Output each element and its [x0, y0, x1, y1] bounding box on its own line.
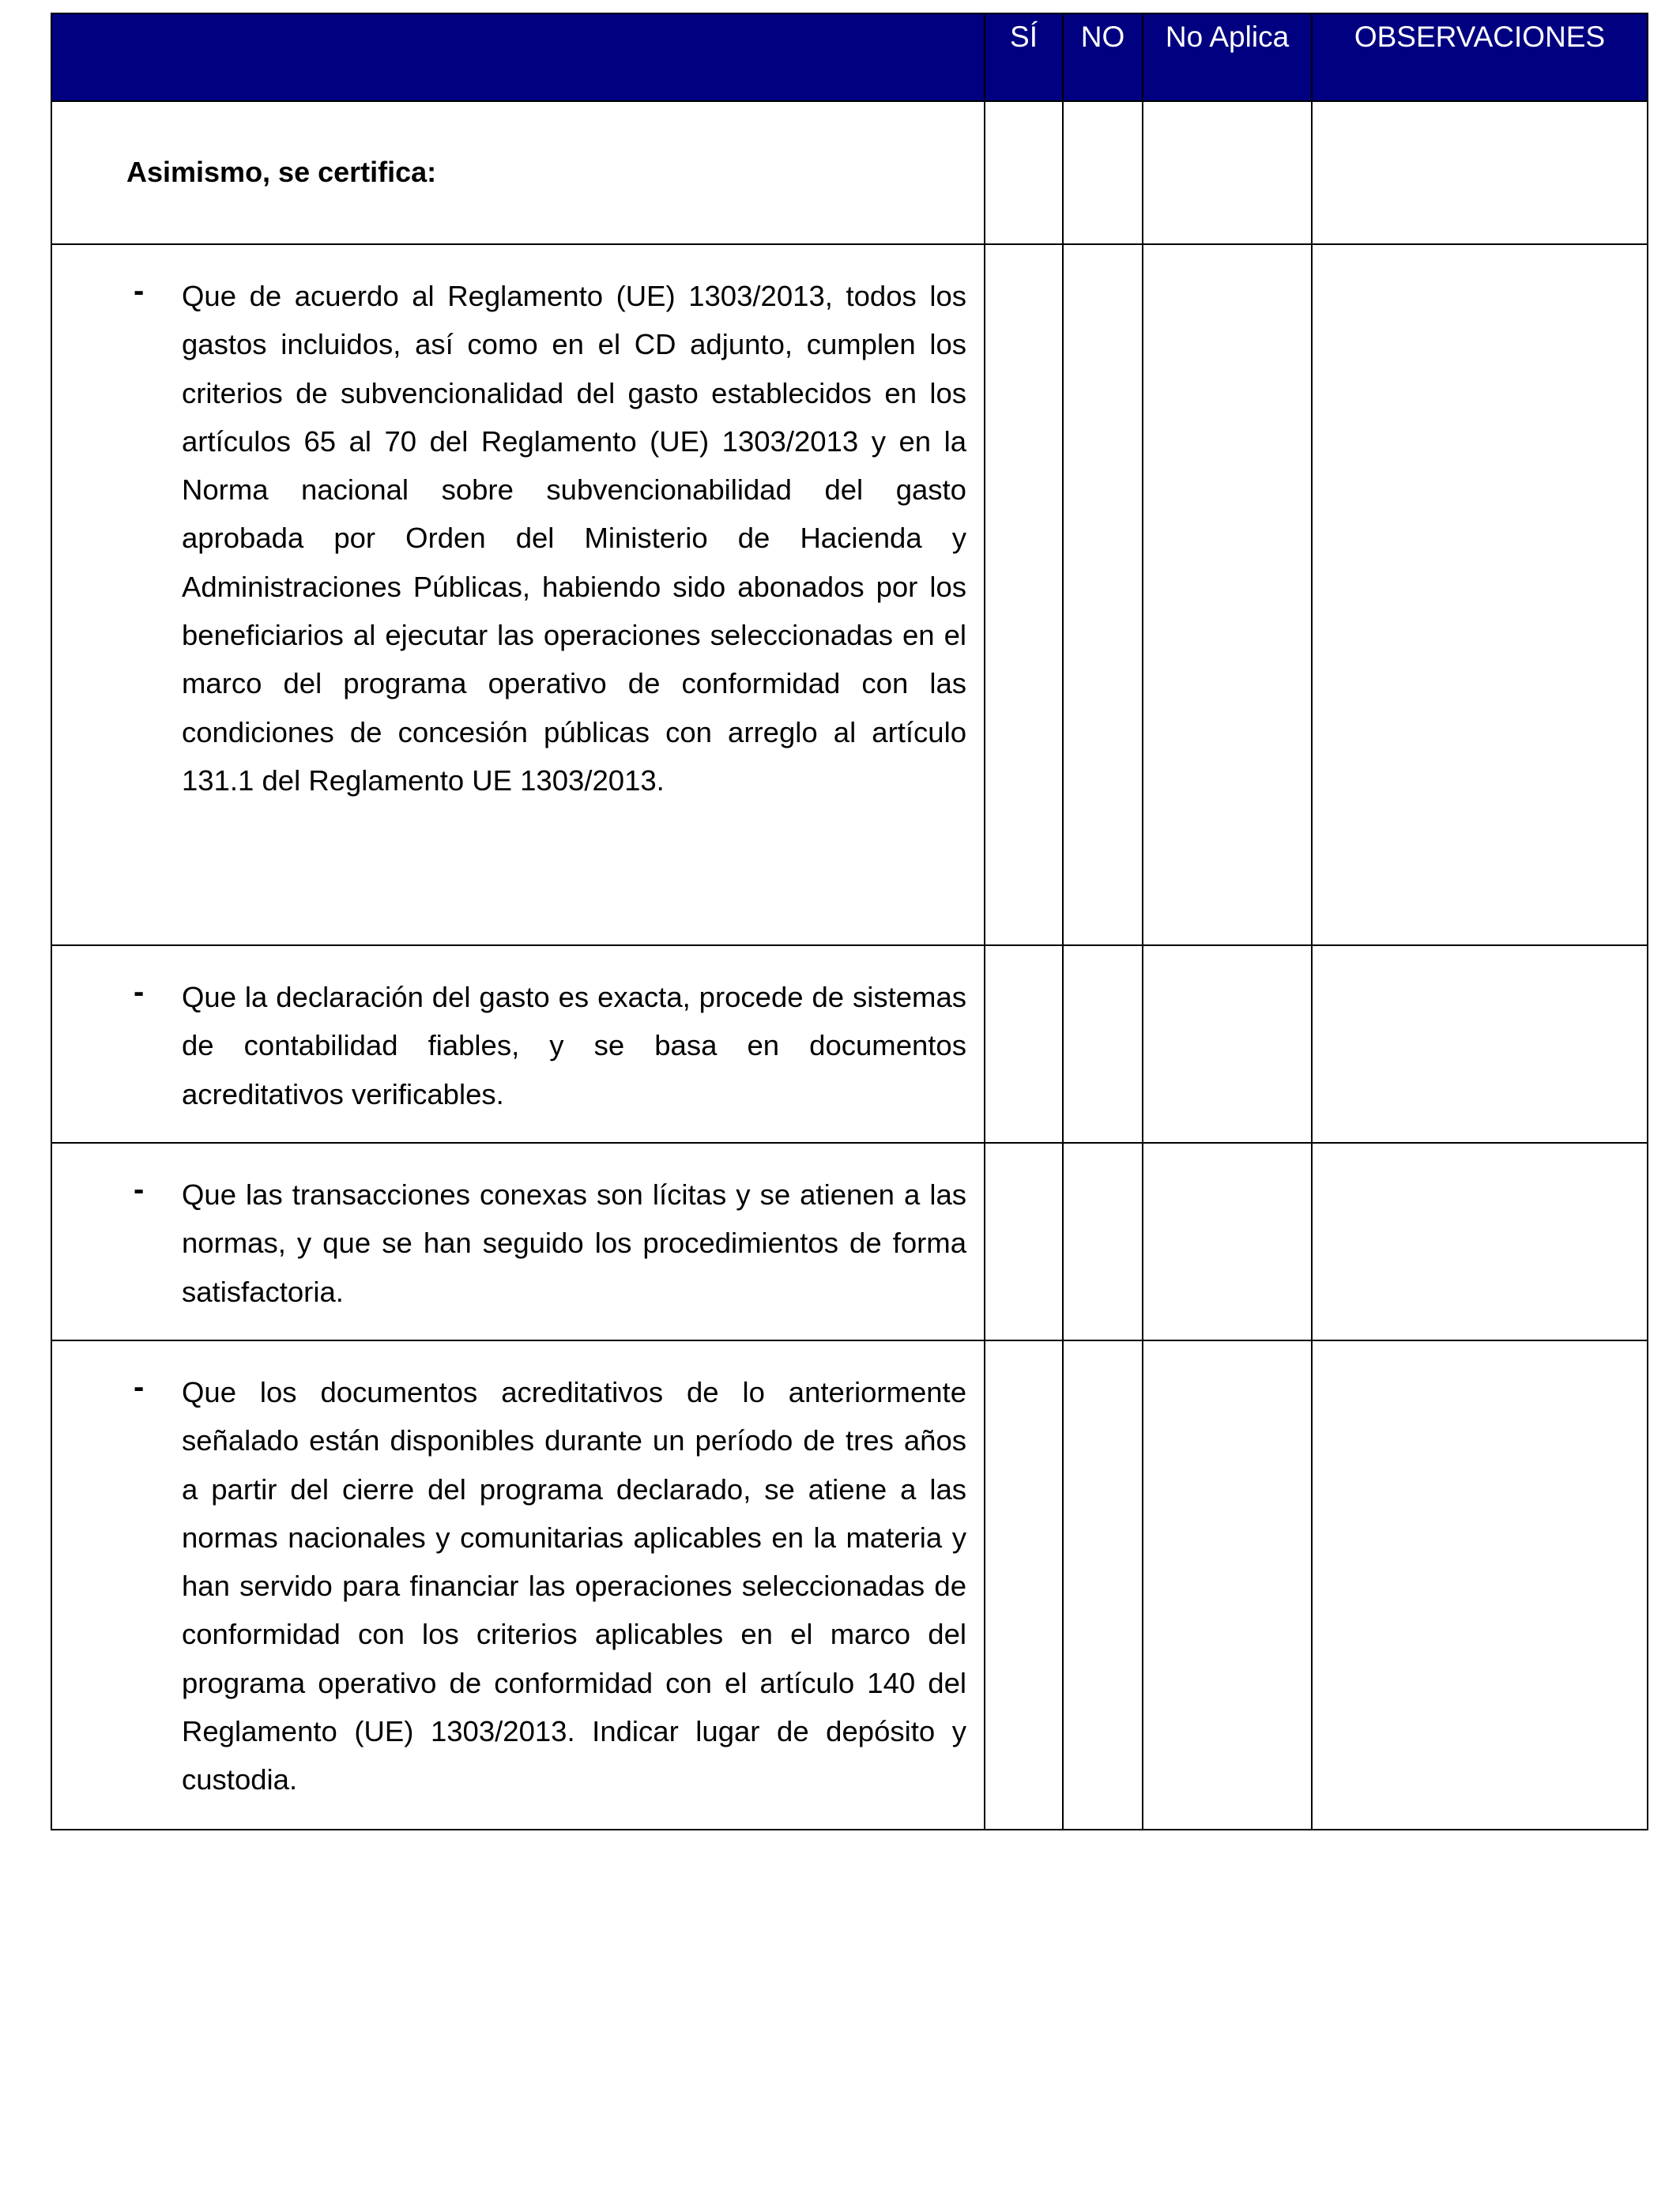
si-cell[interactable]: [985, 945, 1063, 1143]
table-row: [51, 244, 1648, 945]
certification-checklist-table: [51, 13, 1648, 1830]
observaciones-cell[interactable]: [1312, 1143, 1648, 1340]
observaciones-cell[interactable]: [1312, 1340, 1648, 1830]
no-cell[interactable]: [1063, 1340, 1143, 1830]
si-cell[interactable]: [985, 101, 1063, 244]
header-observaciones: OBSERVACIONES: [1312, 13, 1648, 101]
table-row: [51, 1340, 1648, 1830]
observaciones-cell[interactable]: [1312, 244, 1648, 945]
dash-bullet-icon: -: [134, 1370, 145, 1404]
observaciones-cell[interactable]: [1312, 945, 1648, 1143]
dash-bullet-icon: -: [134, 974, 145, 1009]
header-no-aplica: No Aplica: [1143, 13, 1312, 101]
item-text: Que las transacciones conexas son lícitas y se atienen a las normas, y que se han seguido los procedimientos de forma satisfactoria.: [182, 1178, 966, 1308]
item-text: Que la declaración del gasto es exacta, procede de sistemas de contabilidad fiables, y se basa en documentos acreditativos verificables.: [182, 981, 966, 1110]
header-si: SÍ: [985, 13, 1063, 101]
dash-bullet-icon: -: [134, 1172, 145, 1207]
si-cell[interactable]: [985, 244, 1063, 945]
no-cell[interactable]: [1063, 101, 1143, 244]
header-no: NO: [1063, 13, 1143, 101]
no-cell[interactable]: [1063, 1143, 1143, 1340]
observaciones-cell[interactable]: [1312, 101, 1648, 244]
description-cell: [51, 244, 985, 945]
no-aplica-cell[interactable]: [1143, 1340, 1312, 1830]
no-aplica-cell[interactable]: [1143, 1143, 1312, 1340]
item-text: Que los documentos acreditativos de lo anteriormente señalado están disponibles durante un período de tres años a partir del cierre del programa declarado, se atiene a las normas nacionales y comunitarias aplicables en la materia y han servido para financiar las operaciones seleccionadas de conformidad con los criterios aplicables en el marco del programa operativo de conformidad con el artículo 140 del Reglamento (UE) 1303/2013. Indicar lugar de depósito y custodia.: [182, 1376, 966, 1796]
table-header-row: [51, 13, 1648, 101]
list-item: [52, 1144, 984, 1316]
no-aplica-cell[interactable]: [1143, 244, 1312, 945]
item-text: Que de acuerdo al Reglamento (UE) 1303/2013, todos los gastos incluidos, así como en el CD adjunto, cumplen los criterios de subvencionalidad del gasto establecidos en los artículos 65 al 70 del Reglamento (UE) 1303/2013 y en la Norma nacional sobre subvencionabilidad del gasto aprobada por Orden del Ministerio de Hacienda y Administraciones Públicas, habiendo sido abonados por los beneficiarios al ejecutar las operaciones seleccionadas en el marco del programa operativo de conformidad con las condiciones de concesión públicas con arreglo al artículo 131.1 del Reglamento UE 1303/2013.: [182, 280, 966, 797]
no-cell[interactable]: [1063, 244, 1143, 945]
table-row: [51, 945, 1648, 1143]
no-aplica-cell[interactable]: [1143, 945, 1312, 1143]
no-cell[interactable]: [1063, 945, 1143, 1143]
si-cell[interactable]: [985, 1340, 1063, 1830]
list-item: [52, 245, 984, 805]
si-cell[interactable]: [985, 1143, 1063, 1340]
header-description: [51, 13, 985, 101]
table-row: [51, 1143, 1648, 1340]
description-cell: [51, 1143, 985, 1340]
list-item: [52, 1341, 984, 1804]
table-row-intro: [51, 101, 1648, 244]
intro-text: Asimismo, se certifica:: [126, 156, 437, 188]
intro-cell: [51, 101, 985, 244]
dash-bullet-icon: -: [134, 273, 145, 308]
description-cell: [51, 1340, 985, 1830]
no-aplica-cell[interactable]: [1143, 101, 1312, 244]
description-cell: [51, 945, 985, 1143]
list-item: [52, 946, 984, 1118]
